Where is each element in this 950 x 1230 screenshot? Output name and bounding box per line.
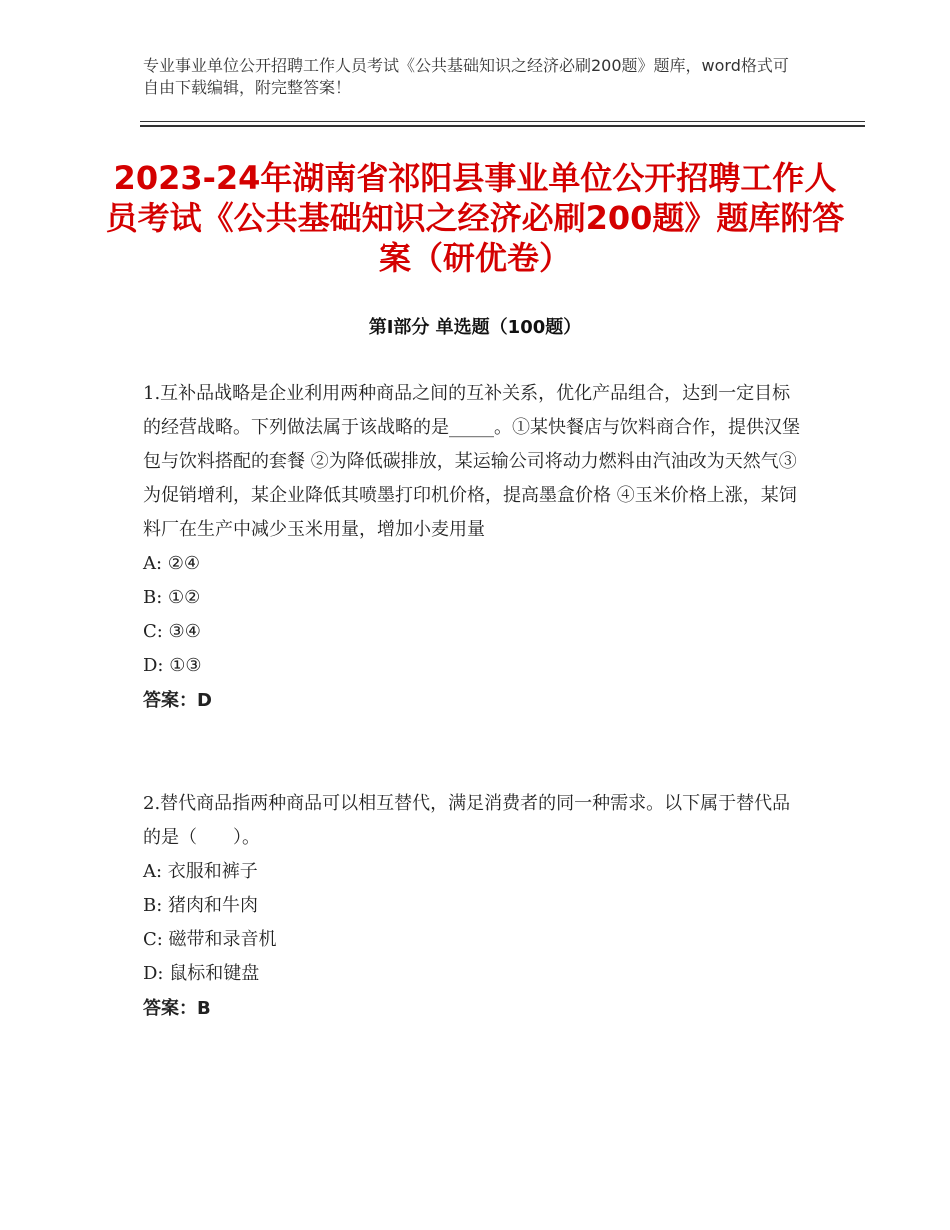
- question-stem: 2.替代商品指两种商品可以相互替代，满足消费者的同一种需求。以下属于替代品的是（ ）。: [143, 793, 791, 848]
- option-a: A: ②④: [143, 553, 201, 574]
- section-heading: 第Ⅰ部分 单选题（100题）: [368, 317, 582, 338]
- answer: 答案：B: [143, 998, 211, 1019]
- option-d: D: 鼠标和键盘: [143, 963, 260, 984]
- document-title: 2023-24年湖南省祁阳县事业单位公开招聘工作人员考试《公共基础知识之经济必刷200题》题库附答案（研优卷）: [105, 159, 845, 277]
- header-note: 专业事业单位公开招聘工作人员考试《公共基础知识之经济必刷200题》题库，word格式可自由下载编辑，附完整答案！: [143, 56, 789, 97]
- answer: 答案：D: [143, 690, 212, 711]
- header-divider-thin: [140, 121, 865, 122]
- option-b: B: 猪肉和牛肉: [143, 895, 259, 916]
- question-2: [143, 787, 808, 1027]
- option-a: A: 衣服和裤子: [143, 861, 258, 882]
- option-c: C: 磁带和录音机: [143, 929, 277, 950]
- option-d: D: ①③: [143, 655, 202, 676]
- option-c: C: ③④: [143, 621, 201, 642]
- option-b: B: ①②: [143, 587, 201, 608]
- header-divider-thick: [140, 125, 865, 127]
- question-1: [143, 377, 808, 719]
- question-stem: 1.互补品战略是企业利用两种商品之间的互补关系，优化产品组合，达到一定目标的经营战略。下列做法属于该战略的是_____。①某快餐店与饮料商合作，提供汉堡包与饮料搭配的套餐 ②为降低碳排放，某运输公司将动力燃料由汽油改为天然气③为促销增利，某企业降低其喷墨打印机价格，提高墨盒价格 ④玉米价格上涨，某饲料厂在生产中减少玉米用量，增加小麦用量: [143, 383, 800, 540]
